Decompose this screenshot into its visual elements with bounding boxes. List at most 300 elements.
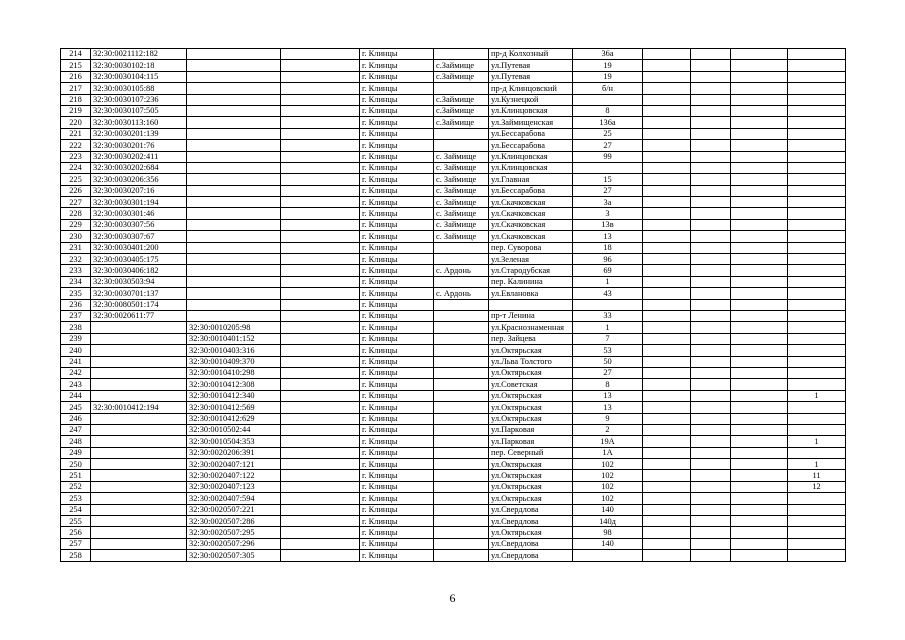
- cell-city: г. Клинцы: [360, 151, 434, 162]
- cell-col-11: [731, 356, 788, 367]
- cell-cadastral-number-2: [187, 162, 281, 173]
- cell-col-11: [731, 242, 788, 253]
- table-row: [61, 459, 846, 470]
- cell-col-11: [731, 71, 788, 82]
- cell-settlement: [434, 447, 489, 458]
- cell-city: г. Клинцы: [360, 413, 434, 424]
- cell-col-10: [691, 367, 731, 378]
- cell-house-number: 102: [573, 459, 643, 470]
- table-row: [61, 94, 846, 105]
- cell-house-number: 3а: [573, 197, 643, 208]
- table-row: [61, 49, 846, 60]
- cell-row-number: 218: [61, 94, 91, 105]
- cell-col-9: [643, 493, 691, 504]
- cell-cadastral-number-2: 32:30:0020507:305: [187, 550, 281, 561]
- cell-empty-col: [281, 94, 360, 105]
- cell-empty-col: [281, 151, 360, 162]
- cell-cadastral-number-2: [187, 208, 281, 219]
- cell-city: г. Клинцы: [360, 185, 434, 196]
- cell-empty-col: [281, 333, 360, 344]
- cell-col-9: [643, 310, 691, 321]
- cell-settlement: [434, 459, 489, 470]
- cell-city: г. Клинцы: [360, 516, 434, 527]
- cell-house-number: [573, 94, 643, 105]
- cell-col-10: [691, 242, 731, 253]
- cell-col-9: [643, 60, 691, 71]
- cell-house-number: 19: [573, 60, 643, 71]
- cell-apartment: [788, 333, 846, 344]
- cell-house-number: 7: [573, 333, 643, 344]
- cell-street: ул.Свердлова: [489, 550, 573, 561]
- cell-col-9: [643, 413, 691, 424]
- cell-empty-col: [281, 265, 360, 276]
- cell-col-10: [691, 60, 731, 71]
- cell-col-10: [691, 185, 731, 196]
- cell-empty-col: [281, 436, 360, 447]
- cell-empty-col: [281, 310, 360, 321]
- table-row: [61, 493, 846, 504]
- cell-street: пер. Калинина: [489, 276, 573, 287]
- cell-street: ул.Парковая: [489, 424, 573, 435]
- cell-settlement: [434, 140, 489, 151]
- cell-cadastral-number: 32:30:0030307:56: [91, 219, 187, 230]
- table-row: [61, 413, 846, 424]
- cell-col-10: [691, 493, 731, 504]
- cell-cadastral-number: [91, 470, 187, 481]
- cell-cadastral-number-2: 32:30:0010412:569: [187, 402, 281, 413]
- cell-house-number: 69: [573, 265, 643, 276]
- cell-street: ул.Льва Толстого: [489, 356, 573, 367]
- cell-settlement: [434, 83, 489, 94]
- cell-settlement: [434, 402, 489, 413]
- cell-apartment: [788, 322, 846, 333]
- table-row: [61, 333, 846, 344]
- table-row: [61, 105, 846, 116]
- cell-cadastral-number-2: [187, 310, 281, 321]
- cell-city: г. Клинцы: [360, 310, 434, 321]
- cell-row-number: 239: [61, 333, 91, 344]
- cell-cadastral-number-2: 32:30:0020407:122: [187, 470, 281, 481]
- cell-empty-col: [281, 424, 360, 435]
- cell-col-9: [643, 367, 691, 378]
- registry-table-sheet: [60, 48, 845, 562]
- cell-col-11: [731, 447, 788, 458]
- cell-col-11: [731, 493, 788, 504]
- cell-settlement: с. Займище: [434, 174, 489, 185]
- cell-col-9: [643, 447, 691, 458]
- cell-col-11: [731, 197, 788, 208]
- cell-cadastral-number: 32:30:0030701:137: [91, 288, 187, 299]
- cell-settlement: [434, 470, 489, 481]
- cell-empty-col: [281, 140, 360, 151]
- cell-cadastral-number: 32:30:0030107:236: [91, 94, 187, 105]
- cell-street: ул.Октярьская: [489, 459, 573, 470]
- cell-cadastral-number: 32:30:0030301:194: [91, 197, 187, 208]
- cell-row-number: 249: [61, 447, 91, 458]
- cell-col-11: [731, 481, 788, 492]
- cell-col-9: [643, 459, 691, 470]
- cell-house-number: 3: [573, 208, 643, 219]
- cell-cadastral-number: [91, 447, 187, 458]
- cell-col-9: [643, 49, 691, 60]
- cell-empty-col: [281, 493, 360, 504]
- cell-settlement: с.Займище: [434, 117, 489, 128]
- table-row: [61, 481, 846, 492]
- cell-settlement: [434, 516, 489, 527]
- cell-street: пер. Северный: [489, 447, 573, 458]
- table-row: [61, 470, 846, 481]
- cell-cadastral-number-2: 32:30:0010412:340: [187, 390, 281, 401]
- cell-settlement: с. Займище: [434, 151, 489, 162]
- cell-col-9: [643, 71, 691, 82]
- cell-row-number: 223: [61, 151, 91, 162]
- cell-col-11: [731, 162, 788, 173]
- cell-col-9: [643, 390, 691, 401]
- cell-empty-col: [281, 83, 360, 94]
- cell-col-10: [691, 117, 731, 128]
- cell-col-11: [731, 231, 788, 242]
- cell-settlement: с.Займище: [434, 94, 489, 105]
- table-row: [61, 538, 846, 549]
- cell-house-number: [573, 550, 643, 561]
- cell-house-number: 2: [573, 424, 643, 435]
- cell-street: ул.Бессарабова: [489, 140, 573, 151]
- cell-cadastral-number-2: [187, 71, 281, 82]
- cell-street: ул.Советская: [489, 379, 573, 390]
- cell-street: ул.Путевая: [489, 60, 573, 71]
- cell-cadastral-number-2: 32:30:0010401:152: [187, 333, 281, 344]
- cell-city: г. Клинцы: [360, 94, 434, 105]
- cell-city: г. Клинцы: [360, 436, 434, 447]
- cell-row-number: 247: [61, 424, 91, 435]
- table-body: [61, 49, 846, 562]
- cell-col-10: [691, 105, 731, 116]
- cell-empty-col: [281, 276, 360, 287]
- cell-cadastral-number-2: 32:30:0020407:594: [187, 493, 281, 504]
- cell-city: г. Клинцы: [360, 299, 434, 310]
- table-row: [61, 299, 846, 310]
- cell-house-number: 50: [573, 356, 643, 367]
- cell-cadastral-number: [91, 459, 187, 470]
- cell-apartment: [788, 424, 846, 435]
- cell-col-9: [643, 538, 691, 549]
- cell-cadastral-number-2: [187, 276, 281, 287]
- cell-apartment: [788, 527, 846, 538]
- cell-house-number: 102: [573, 481, 643, 492]
- cell-col-9: [643, 424, 691, 435]
- cell-settlement: [434, 550, 489, 561]
- cell-apartment: [788, 276, 846, 287]
- cell-empty-col: [281, 299, 360, 310]
- cell-city: г. Клинцы: [360, 197, 434, 208]
- cell-settlement: [434, 390, 489, 401]
- cell-col-10: [691, 310, 731, 321]
- cell-row-number: 238: [61, 322, 91, 333]
- cell-settlement: [434, 254, 489, 265]
- cell-col-11: [731, 83, 788, 94]
- cell-house-number: [573, 162, 643, 173]
- cell-col-9: [643, 117, 691, 128]
- cell-cadastral-number-2: 32:30:0010403:316: [187, 345, 281, 356]
- cell-house-number: 8: [573, 105, 643, 116]
- cell-col-10: [691, 254, 731, 265]
- cell-col-9: [643, 402, 691, 413]
- cell-row-number: 254: [61, 504, 91, 515]
- cell-col-9: [643, 128, 691, 139]
- cell-col-10: [691, 390, 731, 401]
- cell-apartment: [788, 265, 846, 276]
- cell-cadastral-number: [91, 379, 187, 390]
- cell-col-9: [643, 151, 691, 162]
- cell-cadastral-number-2: [187, 151, 281, 162]
- cell-empty-col: [281, 185, 360, 196]
- table-row: [61, 356, 846, 367]
- cell-street: ул.Путевая: [489, 71, 573, 82]
- cell-col-10: [691, 265, 731, 276]
- cell-col-11: [731, 299, 788, 310]
- cell-empty-col: [281, 208, 360, 219]
- cell-house-number: 19А: [573, 436, 643, 447]
- cell-house-number: 8: [573, 379, 643, 390]
- cell-street: ул.Скачковская: [489, 208, 573, 219]
- cell-col-11: [731, 117, 788, 128]
- cell-col-10: [691, 527, 731, 538]
- cell-house-number: 13: [573, 402, 643, 413]
- cell-empty-col: [281, 447, 360, 458]
- cell-empty-col: [281, 379, 360, 390]
- cell-cadastral-number: 32:30:0030104:115: [91, 71, 187, 82]
- cell-col-11: [731, 367, 788, 378]
- cell-col-10: [691, 504, 731, 515]
- cell-col-11: [731, 379, 788, 390]
- cell-row-number: 231: [61, 242, 91, 253]
- cell-empty-col: [281, 71, 360, 82]
- cell-cadastral-number: 32:30:0030207:16: [91, 185, 187, 196]
- cell-street: ул.Зеленая: [489, 254, 573, 265]
- cell-settlement: с. Займище: [434, 208, 489, 219]
- cell-apartment: [788, 219, 846, 230]
- cell-city: г. Клинцы: [360, 231, 434, 242]
- cell-col-10: [691, 379, 731, 390]
- cell-col-10: [691, 94, 731, 105]
- cell-row-number: 253: [61, 493, 91, 504]
- cell-empty-col: [281, 527, 360, 538]
- cell-empty-col: [281, 174, 360, 185]
- cell-cadastral-number-2: 32:30:0020507:286: [187, 516, 281, 527]
- cell-city: г. Клинцы: [360, 493, 434, 504]
- cell-cadastral-number: [91, 424, 187, 435]
- cell-cadastral-number: [91, 413, 187, 424]
- table-row: [61, 162, 846, 173]
- cell-cadastral-number-2: 32:30:0010205:98: [187, 322, 281, 333]
- cell-city: г. Клинцы: [360, 105, 434, 116]
- cell-col-9: [643, 242, 691, 253]
- cell-cadastral-number-2: [187, 94, 281, 105]
- cell-street: ул.Октярьская: [489, 390, 573, 401]
- cell-house-number: 1: [573, 276, 643, 287]
- cell-apartment: [788, 413, 846, 424]
- cell-street: ул.Евлановка: [489, 288, 573, 299]
- cell-empty-col: [281, 105, 360, 116]
- cell-street: ул.Клинцовская: [489, 151, 573, 162]
- cell-col-11: [731, 436, 788, 447]
- cell-city: г. Клинцы: [360, 162, 434, 173]
- cell-street: ул.Клинцовская: [489, 105, 573, 116]
- cell-col-11: [731, 254, 788, 265]
- cell-col-9: [643, 345, 691, 356]
- cell-city: г. Клинцы: [360, 49, 434, 60]
- table-row: [61, 322, 846, 333]
- cell-settlement: [434, 310, 489, 321]
- cell-col-10: [691, 49, 731, 60]
- cell-house-number: 33: [573, 310, 643, 321]
- cell-settlement: [434, 504, 489, 515]
- cell-house-number: 53: [573, 345, 643, 356]
- cell-row-number: 233: [61, 265, 91, 276]
- cell-col-10: [691, 356, 731, 367]
- cell-cadastral-number: 32:30:0030201:76: [91, 140, 187, 151]
- cell-city: г. Клинцы: [360, 276, 434, 287]
- cell-col-10: [691, 345, 731, 356]
- cell-row-number: 221: [61, 128, 91, 139]
- cell-street: ул.Краснознаменная: [489, 322, 573, 333]
- cell-cadastral-number: [91, 538, 187, 549]
- cell-col-11: [731, 390, 788, 401]
- cell-house-number: 13: [573, 390, 643, 401]
- cell-row-number: 230: [61, 231, 91, 242]
- cell-settlement: с.Займище: [434, 105, 489, 116]
- cell-city: г. Клинцы: [360, 254, 434, 265]
- cell-col-10: [691, 208, 731, 219]
- cell-city: г. Клинцы: [360, 379, 434, 390]
- cell-city: г. Клинцы: [360, 140, 434, 151]
- cell-cadastral-number: 32:30:0030105:88: [91, 83, 187, 94]
- cell-col-10: [691, 424, 731, 435]
- table-row: [61, 367, 846, 378]
- cell-col-9: [643, 265, 691, 276]
- cell-row-number: 235: [61, 288, 91, 299]
- cell-street: ул.Октярьская: [489, 413, 573, 424]
- cell-row-number: 214: [61, 49, 91, 60]
- cell-settlement: [434, 436, 489, 447]
- cell-col-9: [643, 379, 691, 390]
- cell-apartment: [788, 185, 846, 196]
- cell-city: г. Клинцы: [360, 527, 434, 538]
- cell-city: г. Клинцы: [360, 504, 434, 515]
- cell-cadastral-number: 32:30:0030113:160: [91, 117, 187, 128]
- cell-settlement: [434, 345, 489, 356]
- cell-house-number: 99: [573, 151, 643, 162]
- cell-city: г. Клинцы: [360, 390, 434, 401]
- cell-cadastral-number-2: 32:30:0020407:123: [187, 481, 281, 492]
- cell-city: г. Клинцы: [360, 117, 434, 128]
- cell-row-number: 240: [61, 345, 91, 356]
- cell-empty-col: [281, 516, 360, 527]
- cell-col-11: [731, 151, 788, 162]
- cell-city: г. Клинцы: [360, 288, 434, 299]
- cell-col-11: [731, 276, 788, 287]
- cell-empty-col: [281, 162, 360, 173]
- cell-empty-col: [281, 356, 360, 367]
- cell-row-number: 237: [61, 310, 91, 321]
- cell-row-number: 217: [61, 83, 91, 94]
- cell-apartment: [788, 151, 846, 162]
- cell-street: ул.Клинцовская: [489, 162, 573, 173]
- cell-cadastral-number: 32:30:0030201:139: [91, 128, 187, 139]
- cell-col-9: [643, 185, 691, 196]
- cell-col-9: [643, 288, 691, 299]
- cell-col-9: [643, 436, 691, 447]
- cell-cadastral-number-2: [187, 60, 281, 71]
- cell-apartment: [788, 288, 846, 299]
- cell-empty-col: [281, 538, 360, 549]
- cell-apartment: 1: [788, 390, 846, 401]
- page-number: 6: [449, 591, 456, 605]
- cell-apartment: [788, 516, 846, 527]
- cell-empty-col: [281, 470, 360, 481]
- cell-cadastral-number: [91, 527, 187, 538]
- table-row: [61, 424, 846, 435]
- cell-apartment: [788, 310, 846, 321]
- table-row: [61, 60, 846, 71]
- cell-col-9: [643, 254, 691, 265]
- cell-city: г. Клинцы: [360, 322, 434, 333]
- cell-apartment: [788, 117, 846, 128]
- table-row: [61, 185, 846, 196]
- cell-settlement: с. Ардонь: [434, 265, 489, 276]
- cell-house-number: 1А: [573, 447, 643, 458]
- cell-house-number: 102: [573, 470, 643, 481]
- cell-cadastral-number-2: 32:30:0010412:308: [187, 379, 281, 390]
- cell-settlement: [434, 424, 489, 435]
- cell-empty-col: [281, 197, 360, 208]
- cell-street: [489, 299, 573, 310]
- cell-cadastral-number-2: [187, 185, 281, 196]
- cell-empty-col: [281, 128, 360, 139]
- cell-street: ул.Октярьская: [489, 402, 573, 413]
- cell-city: г. Клинцы: [360, 402, 434, 413]
- cell-empty-col: [281, 550, 360, 561]
- cell-col-10: [691, 481, 731, 492]
- cell-empty-col: [281, 459, 360, 470]
- cell-col-9: [643, 174, 691, 185]
- cell-house-number: 25: [573, 128, 643, 139]
- cell-col-9: [643, 197, 691, 208]
- cell-row-number: 242: [61, 367, 91, 378]
- cell-row-number: 252: [61, 481, 91, 492]
- cell-street: пр-д Колхозный: [489, 49, 573, 60]
- cell-street: ул.Октярьская: [489, 493, 573, 504]
- cell-cadastral-number: [91, 390, 187, 401]
- cell-cadastral-number-2: 32:30:0020407:121: [187, 459, 281, 470]
- cell-apartment: [788, 550, 846, 561]
- cell-city: г. Клинцы: [360, 208, 434, 219]
- cell-apartment: 11: [788, 470, 846, 481]
- cell-cadastral-number: [91, 550, 187, 561]
- cell-settlement: [434, 322, 489, 333]
- cell-col-11: [731, 345, 788, 356]
- cell-city: г. Клинцы: [360, 424, 434, 435]
- cell-empty-col: [281, 60, 360, 71]
- cell-col-11: [731, 208, 788, 219]
- cell-col-9: [643, 550, 691, 561]
- table-row: [61, 402, 846, 413]
- table-row: [61, 447, 846, 458]
- cell-empty-col: [281, 402, 360, 413]
- cell-col-10: [691, 71, 731, 82]
- cell-cadastral-number-2: [187, 219, 281, 230]
- cell-city: г. Клинцы: [360, 333, 434, 344]
